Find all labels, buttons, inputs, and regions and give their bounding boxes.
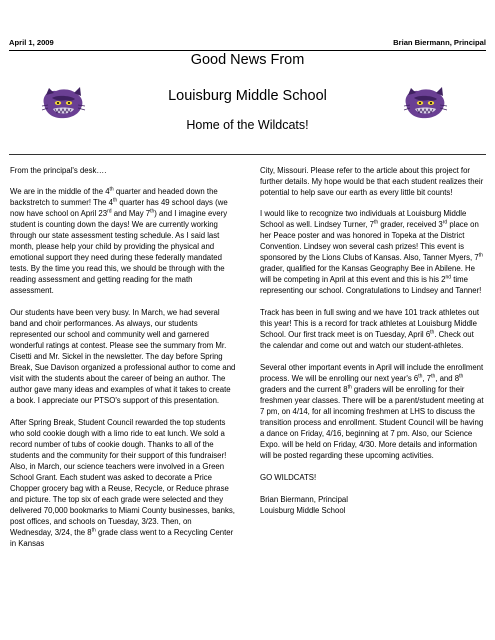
paragraph-band-choir: Our students have been very busy. In March, we had several band and choir performances. As always, our students represented our school and community well and garnered wonderful ratings at contest. Please see the summary from Mr. Cisetti and Mr. Sickel in the newsletter. The day before Spring Break, Sue Davison organized a professional author to come and visit with the students about the career of being an author. The author gave many ideas and examples of what it takes to create a book. I appreciate our PTSO's support of this presentation. [10,308,236,405]
signature-school: Louisburg Middle School [260,506,346,515]
paragraph-track: Track has been in full swing and we have 101 track athletes out this year! This is a record for track athletes at Louisburg Middle School. Our first track meet is on Tuesday, April 6th. Check out the calendar and come out and watch our student-athletes. [260,308,480,350]
header-date: April 1, 2009 [9,38,54,47]
signature-name: Brian Biermann, Principal [260,495,348,504]
paragraph-recycling-continued: City, Missouri. Please refer to the article about this project for further details. My hope would be that each student realizes their potential to help save our earth as every little bit counts! [260,166,484,197]
wildcat-mascot-icon [402,86,448,122]
right-column [260,165,486,516]
section-rule [9,154,486,155]
signature [260,494,486,516]
title-tagline: Home of the Wildcats! [186,118,309,132]
paragraph-spring-break: After Spring Break, Student Council rewarded the top students who sold cookie dough with a limo ride to eat lunch. We sold a record number of tubs of cookie dough. Thanks to all of the students and the community for their support of this fundraiser! Also, in March, our science teachers were involved in a Green School Grant. Each student was asked to decorate a Price Chopper grocery bag with a Reuse, Recycle, or Reduce phrase and picture. The top six of each grade were selected and they delivered 70,000 bookmarks to Miami County businesses, banks, post offices, and schools on Tuesday, 3/23. Then, on Wednesday, 3/24, the 8th grade class went to a Recycling Center in Kansas [10,418,235,548]
go-wildcats: GO WILDCATS! [260,473,317,482]
header-rule [9,50,486,51]
paragraph-recognition: I would like to recognize two individuals at Louisburg Middle School as well. Lindsey Turner, 7th grader, received 3rd place on her Peace poster and was honored in Topeka at the District Convention. Lindsey won several cash prizes! This event is sponsored by the Lions Clubs of Kansas. Also, Tanner Myers, 7th grader, qualified for the Kansas Geography Bee in Abilene. He will be competing in April at this event and this is his 2nd time representing our school. Congratulations to Lindsey and Tanner! [260,209,483,295]
left-column [10,165,236,549]
principals-desk-intro: From the principal's desk…. [10,166,107,175]
paragraph-fourth-quarter: We are in the middle of the 4th quarter and headed down the backstretch to summer! The 4th quarter has 49 school days (we now have school on April 23rd and May 7th) and I imagine every student is counting down the days! We are currently working through our state assessment testing schedule. As I said last month, please help your child by providing the physical and emotional support they need during these federally mandated tests. By the time you read this, we should be through with the reading assessment and getting reading for the math assessment. [10,186,228,295]
paragraph-april-events: Several other important events in April will include the enrollment process. We will be enrolling our next year's 6th, 7th, and 8th graders and the current 8th graders will be enrolling for their freshmen year classes. There will be a parent/student meeting at 7 pm, on 4/14, for all incoming freshmen at LHS to discuss the transition process and enrollment. Student Council will be having a dance on Friday, 4/16, beginning at 7 pm. Also, our Science Expo. will be held on Friday, 4/30. More details and information will be posted regarding these upcoming activities. [260,363,484,460]
wildcat-mascot-icon [40,86,86,122]
title-school-name: Louisburg Middle School [168,88,327,104]
header-author: Brian Biermann, Principal [393,38,486,47]
title-good-news: Good News From [190,52,305,68]
